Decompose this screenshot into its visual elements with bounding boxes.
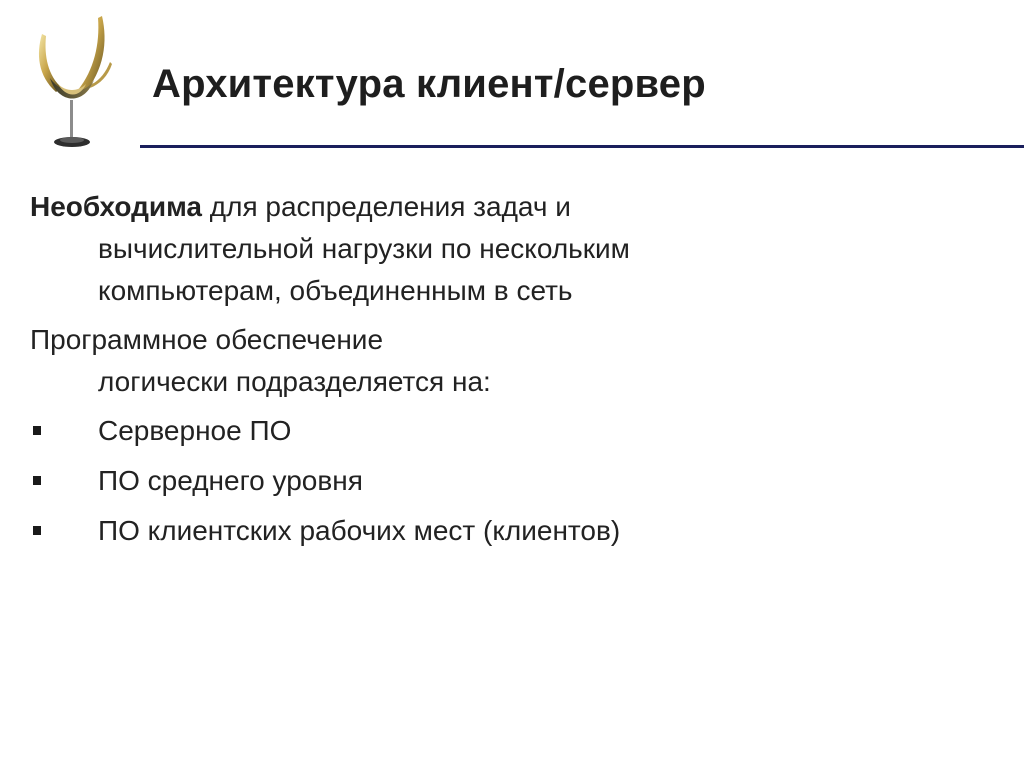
list-item	[30, 510, 990, 552]
paragraph-purpose-line-3: компьютерам, объединенным в сеть	[98, 275, 573, 306]
paragraph-purpose-line-1	[30, 191, 571, 222]
square-bullet-icon	[33, 476, 41, 485]
paragraph-software	[30, 319, 990, 403]
list-item-text: ПО клиентских рабочих мест (клиентов)	[98, 515, 621, 546]
list-item	[30, 460, 990, 502]
paragraph-purpose	[30, 186, 990, 312]
list-item-text: ПО среднего уровня	[98, 465, 363, 496]
slide-title: Архитектура клиент/сервер	[152, 62, 706, 106]
square-bullet-icon	[33, 526, 41, 535]
list-item	[30, 410, 990, 452]
paragraph-software-line-1: Программное обеспечение	[30, 324, 384, 355]
goblet-logo-icon	[28, 14, 118, 150]
paragraph-software-line-2: логически подразделяется на:	[98, 366, 491, 397]
paragraph-purpose-line-1-rest: для распределения задач и	[202, 191, 571, 222]
software-types-list	[30, 410, 990, 552]
list-item-text: Серверное ПО	[98, 415, 292, 446]
paragraph-purpose-line-2: вычислительной нагрузки по нескольким	[98, 233, 630, 264]
title-underline	[140, 145, 1024, 148]
slide-body	[30, 186, 990, 560]
square-bullet-icon	[33, 426, 41, 435]
bold-lead-word: Необходима	[30, 191, 203, 222]
